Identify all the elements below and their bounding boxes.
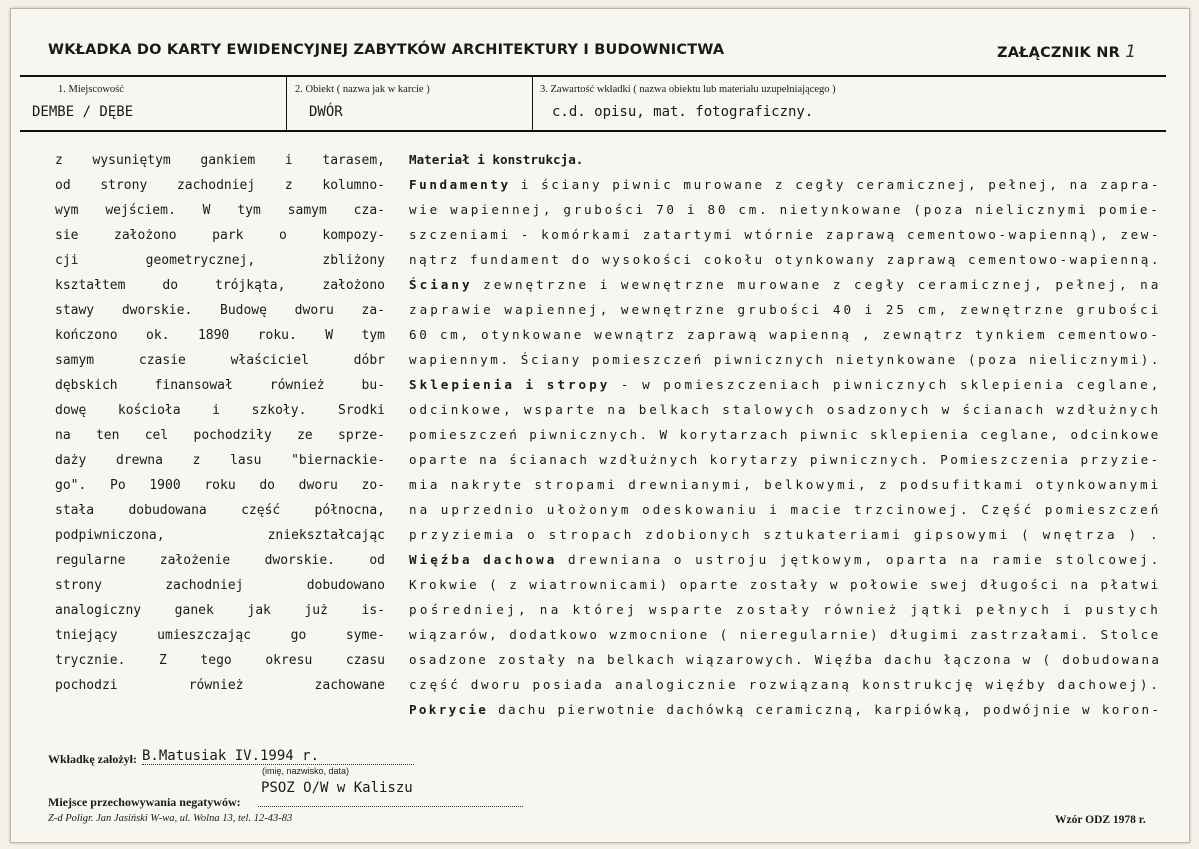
negatives-dotted-line: [258, 806, 523, 807]
field-contents-label: 3. Zawartość wkładki ( nazwa obiektu lub materiału uzupełniającego ): [540, 84, 836, 95]
field-contents-value: c.d. opisu, mat. fotograficzny.: [552, 104, 814, 120]
right-line: wie wapiennej, grubości 70 i 80 cm. nietynkowane (poza nielicznymi pomie-: [409, 202, 1161, 217]
field-location-value: DEMBE / DĘBE: [32, 104, 134, 120]
left-line: go". Po 1900 roku do dworu zo-: [55, 478, 385, 493]
right-line: Pokrycie dachu pierwotnie dachówką ceramiczną, karpiówką, podwójnie w koron-: [409, 702, 1162, 717]
right-line: część dworu posiada analogicznie rozwiązaną konstrukcję więźby dachowej).: [409, 677, 1161, 692]
printer-info: Z-d Poligr. Jan Jasiński W-wa, ul. Wolna 13, tel. 12-43-83: [48, 813, 293, 824]
form-title: WKŁADKA DO KARTY EWIDENCYJNEJ ZABYTKÓW ARCHITEKTURY I BUDOWNICTWA: [48, 42, 725, 58]
annex-label: [997, 42, 1136, 62]
left-line: trycznie. Z tego okresu czasu: [55, 653, 385, 668]
left-line: tniejący umieszczając go syme-: [55, 628, 385, 643]
field-object-value: DWÓR: [309, 104, 343, 120]
left-line: stawy dworskie. Budowę dworu za-: [55, 303, 385, 318]
left-line: podpiwniczona, zniekształcając: [55, 528, 385, 543]
right-line: wiązarów, dodatkowo wzmocnione ( nieregularnie) długimi zastrzałami. Stolce: [409, 627, 1161, 642]
left-line: sie założono park o kompozy-: [55, 228, 385, 243]
left-line: cji geometrycznej, zbliżony: [55, 253, 385, 268]
right-line: Sklepienia i stropy - w pomieszczeniach piwnicznych sklepienia ceglane,: [409, 377, 1162, 392]
left-line: wym wejściem. W tym samym cza-: [55, 203, 385, 218]
right-line: 60 cm, otynkowane wewnątrz zaprawą wapienną , zewnątrz tynkiem cementowo-: [409, 327, 1161, 342]
right-line: Ściany zewnętrzne i wewnętrzne murowane z cegły ceramicznej, pełnej, na: [409, 277, 1162, 292]
left-line: strony zachodniej dobudowano: [55, 578, 385, 593]
negatives-label: Miejsce przechowywania negatywów:: [48, 795, 241, 809]
founder-hint: (imię, nazwisko, data): [262, 766, 350, 776]
annex-number: 1: [1125, 42, 1137, 62]
right-line: osadzone zostały na belkach wiązarowych. Więźba dachu łączona w ( dobudowana: [409, 652, 1162, 667]
field-location-label: 1. Miejscowość: [58, 84, 124, 95]
left-line: regularne założenie dworskie. od: [55, 553, 385, 568]
field-divider-2: [532, 75, 533, 131]
field-object-label: 2. Obiekt ( nazwa jak w karcie ): [295, 84, 430, 95]
right-line: mia nakryte stropami drewnianymi, belkowymi, z podsufitkami otynkowanymi: [409, 477, 1161, 492]
right-line: zaprawie wapiennej, wewnętrzne grubości 40 i 25 cm, zewnętrzne grubości: [409, 302, 1162, 317]
right-line: wapiennym. Ściany pomieszczeń piwnicznych nietynkowane (poza nielicznymi).: [409, 352, 1162, 367]
founder-value: B.Matusiak IV.1994 r.: [142, 748, 320, 764]
right-line: nątrz fundament do wysokości cokołu otynkowany zaprawą cementowo-wapienną.: [409, 252, 1162, 267]
right-line: pośredniej, na której wsparte zostały również jątki pełnych i pustych: [409, 602, 1162, 617]
left-line: dowę kościoła i szkoły. Środki: [55, 403, 385, 418]
right-line: Więźba dachowa drewniana o ustroju jętkowym, oparta na ramie stolcowej.: [409, 552, 1162, 567]
left-line: kończono ok. 1890 roku. W tym: [55, 328, 385, 343]
left-line: stała dobudowana część północna,: [55, 503, 385, 518]
field-divider-1: [286, 75, 287, 131]
template-id: Wzór ODZ 1978 r.: [1055, 814, 1146, 826]
right-line: przyziemia o stropach zdobionych sztukateriami gipsowymi ( wnętrza ) .: [409, 527, 1161, 542]
left-line: pochodzi również zachowane: [55, 678, 385, 693]
left-line: dębskich finansował również bu-: [55, 378, 385, 393]
left-line: z wysuniętym gankiem i tarasem,: [55, 153, 385, 168]
right-line: Fundamenty i ściany piwnic murowane z cegły ceramicznej, pełnej, na zapra-: [409, 177, 1162, 192]
header-top-rule: [20, 75, 1166, 77]
right-line: oparte na ścianach wzdłużnych korytarzy piwnicznych. Pomieszczenia przyzie-: [409, 452, 1161, 467]
left-line: analogiczny ganek jak już is-: [55, 603, 385, 618]
left-line: na ten cel pochodziły ze sprze-: [55, 428, 385, 443]
right-line: Krokwie ( z wiatrownicami) oparte zostały w połowie swej długości na płatwi: [409, 577, 1161, 592]
left-line: od strony zachodniej z kolumno-: [55, 178, 385, 193]
right-line: pomieszczeń piwnicznych. W korytarzach piwnic sklepienia ceglane, odcinkowe: [409, 427, 1161, 442]
negatives-value: PSOZ O/W w Kaliszu: [261, 780, 413, 796]
left-line: daży drewna z lasu "biernackie-: [55, 453, 385, 468]
right-line: odcinkowe, wsparte na belkach stalowych osadzonych w ścianach wzdłużnych: [409, 402, 1161, 417]
insert-card: [10, 8, 1190, 843]
founder-dotted-line: [142, 764, 414, 765]
founder-label: Wkładkę założył:: [48, 752, 137, 766]
right-line: na uprzednio ułożonym odeskowaniu i macie trzcinowej. Część pomieszczeń: [409, 502, 1162, 517]
header-bottom-rule: [20, 130, 1166, 132]
left-line: samym czasie właściciel dóbr: [55, 353, 385, 368]
annex-label-text: ZAŁĄCZNIK NR: [997, 45, 1120, 61]
section-heading: Materiał i konstrukcja.: [409, 152, 584, 167]
right-line: szczeniami - komórkami zatartymi wtórnie zaprawą cementowo-wapienną), zew-: [409, 227, 1162, 242]
left-line: kształtem do trójkąta, założono: [55, 278, 385, 293]
